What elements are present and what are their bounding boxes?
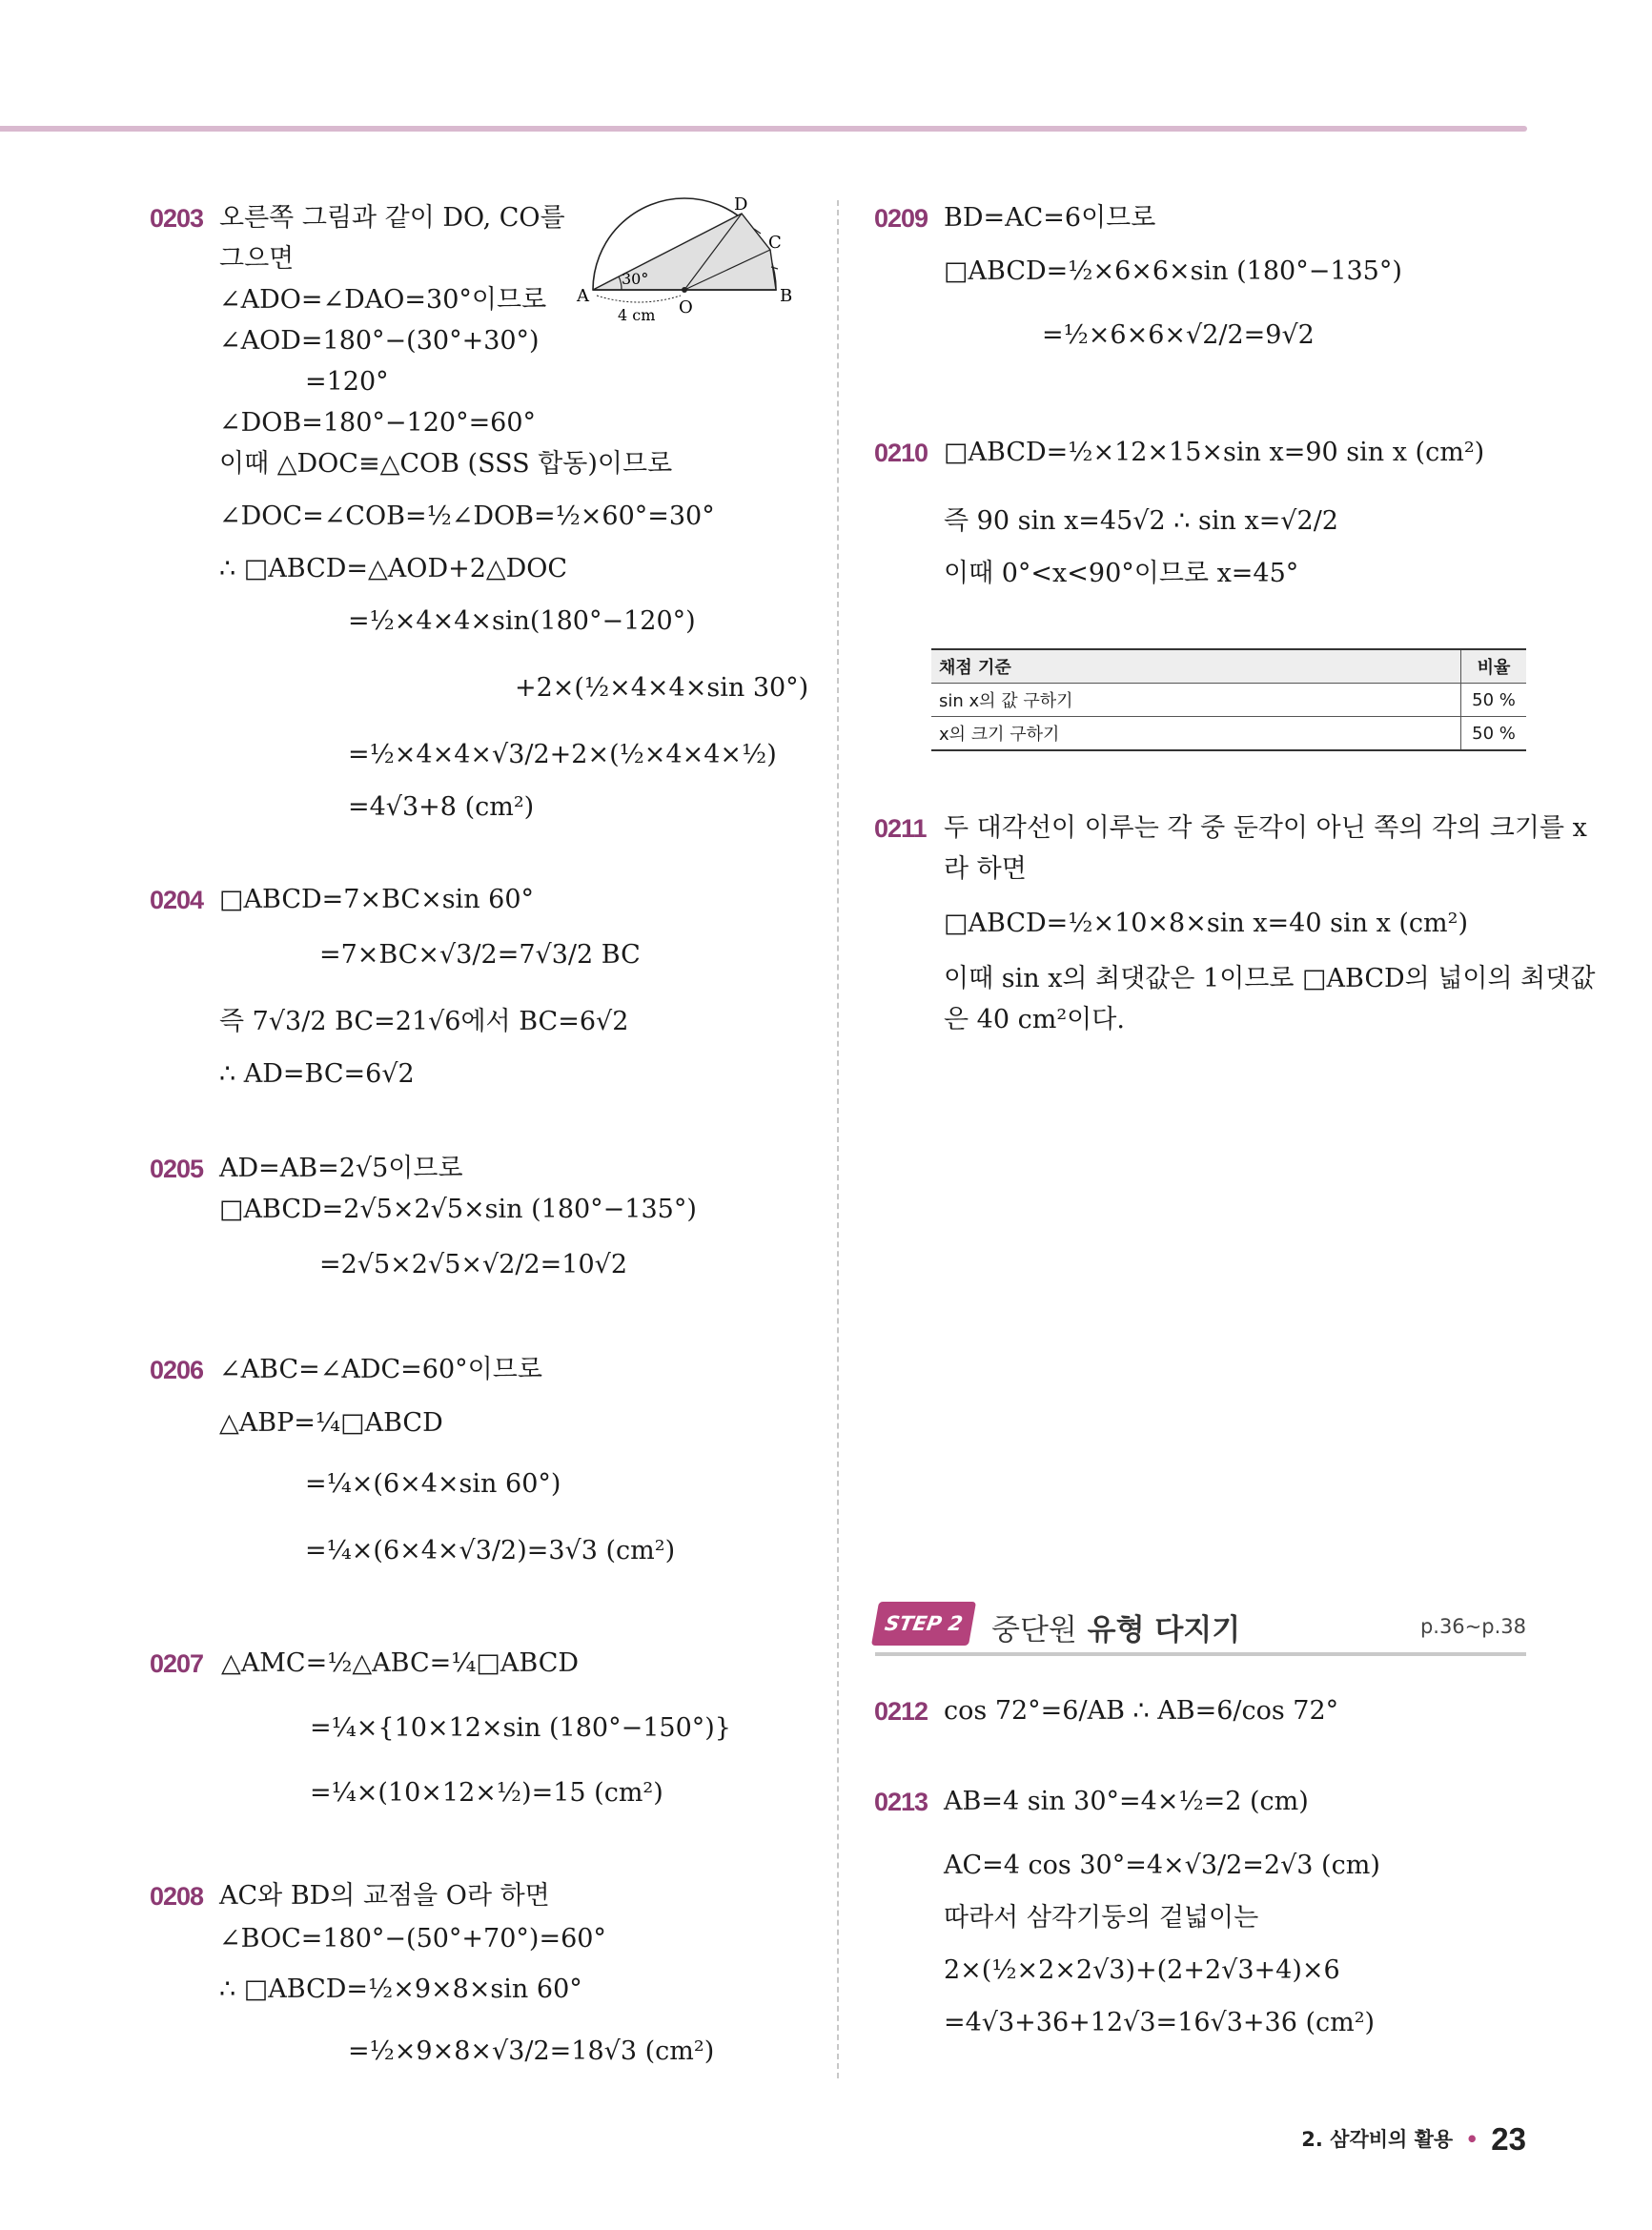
solution-line: cos 72°=6/AB ∴ AB=6/cos 72° <box>944 1696 1339 1726</box>
solution-line: ∠ABC=∠ADC=60°이므로 <box>219 1355 542 1384</box>
step-badge: STEP 2 <box>871 1602 976 1646</box>
page-reference: p.36~p.38 <box>1419 1615 1526 1638</box>
top-decorative-bar <box>0 126 1527 132</box>
problem-number: 0205 <box>150 1155 204 1183</box>
problem-number: 0208 <box>150 1882 204 1911</box>
solution-line: =½×6×6×√2/2=9√2 <box>1042 320 1315 350</box>
problem-number: 0203 <box>150 204 204 233</box>
solution-line: □ABCD=7×BC×sin 60° <box>219 885 535 914</box>
solution-line: 이때 sin x의 최댓값은 1이므로 □ABCD의 넓이의 최댓값 <box>944 964 1596 993</box>
solution-line: =½×4×4×sin(180°−120°) <box>348 606 696 636</box>
solution-line: =¼×(10×12×½)=15 (cm²) <box>310 1778 663 1808</box>
table-header-cell: 비율 <box>1461 649 1527 684</box>
label-b: B <box>780 286 793 306</box>
solution-line: AD=AB=2√5이므로 <box>219 1154 463 1183</box>
solution-line: 즉 7√3/2 BC=21√6에서 BC=6√2 <box>219 1007 629 1036</box>
solution-line: 두 대각선이 이루는 각 중 둔각이 아닌 쪽의 각의 크기를 x <box>944 813 1587 843</box>
length-label: 4 cm <box>618 306 656 324</box>
problem-number: 0212 <box>874 1697 928 1726</box>
problem-number: 0209 <box>874 204 928 233</box>
solution-line: =½×9×8×√3/2=18√3 (cm²) <box>348 2036 715 2066</box>
solution-line: ∠DOB=180°−120°=60° <box>219 408 537 438</box>
label-o: O <box>679 297 693 317</box>
table-header-row <box>931 649 1526 684</box>
problem-number: 0204 <box>150 886 204 914</box>
label-d: D <box>734 196 748 215</box>
solution-line: 이때 △DOC≡△COB (SSS 합동)이므로 <box>219 449 673 479</box>
table-row <box>931 717 1526 751</box>
table-cell: x의 크기 구하기 <box>931 717 1461 751</box>
problem-number: 0210 <box>874 439 928 467</box>
length-brace <box>597 296 681 302</box>
solution-line: 이때 0°<x<90°이므로 x=45° <box>944 559 1299 588</box>
center-point <box>682 287 687 293</box>
problem-number: 0213 <box>874 1788 928 1816</box>
label-a: A <box>577 286 589 306</box>
solution-line: =½×4×4×√3/2+2×(½×4×4×½) <box>348 740 777 769</box>
solution-line: =4√3+36+12√3=16√3+36 (cm²) <box>944 2008 1376 2037</box>
table-row <box>931 684 1526 717</box>
solution-line: =7×BC×√3/2=7√3/2 BC <box>319 940 641 970</box>
solution-line: ∴ □ABCD=½×9×8×sin 60° <box>219 1974 582 2004</box>
solution-line: 2×(½×2×2√3)+(2+2√3+4)×6 <box>944 1955 1340 1985</box>
solution-line: =¼×{10×12×sin (180°−150°)} <box>310 1713 731 1743</box>
problem-number: 0206 <box>150 1356 204 1384</box>
table-cell: 50 % <box>1461 717 1527 751</box>
problem-number: 0207 <box>150 1649 204 1678</box>
chapter-title: 2. 삼각비의 활용 <box>1301 2128 1454 2151</box>
bullet-icon: • <box>1465 2128 1479 2151</box>
solution-line: =4√3+8 (cm²) <box>348 792 535 822</box>
solution-line: =¼×(6×4×sin 60°) <box>305 1469 561 1499</box>
column-divider <box>837 200 839 2078</box>
solution-line: ∠DOC=∠COB=½∠DOB=½×60°=30° <box>219 501 715 531</box>
solution-line: BD=AC=6이므로 <box>944 203 1156 233</box>
solution-line: ∠BOC=180°−(50°+70°)=60° <box>219 1924 606 1954</box>
solution-line: ∠ADO=∠DAO=30°이므로 <box>219 285 547 315</box>
solution-line: =2√5×2√5×√2/2=10√2 <box>319 1250 628 1279</box>
solution-line: □ABCD=½×10×8×sin x=40 sin x (cm²) <box>944 909 1468 938</box>
angle-label: 30° <box>622 270 649 288</box>
semicircle-figure <box>572 196 801 325</box>
grading-criteria-table <box>931 648 1526 751</box>
solution-line: =120° <box>305 367 389 397</box>
section-underline <box>875 1652 1526 1656</box>
page-number: 23 <box>1491 2121 1526 2157</box>
solution-line: ∴ AD=BC=6√2 <box>219 1059 415 1089</box>
solution-line: □ABCD=2√5×2√5×sin (180°−135°) <box>219 1195 697 1224</box>
solution-line: AB=4 sin 30°=4×½=2 (cm) <box>944 1787 1309 1816</box>
table-cell: 50 % <box>1461 684 1527 717</box>
table-header-cell: 채점 기준 <box>931 649 1461 684</box>
solution-line: 그으면 <box>219 244 295 274</box>
solution-line: 즉 90 sin x=45√2 ∴ sin x=√2/2 <box>944 506 1338 536</box>
solution-line: AC=4 cos 30°=4×√3/2=2√3 (cm) <box>944 1851 1380 1880</box>
page-footer <box>1301 2121 1526 2158</box>
solution-line: □ABCD=½×6×6×sin (180°−135°) <box>944 256 1402 286</box>
section-title: 중단원 유형 다지기 <box>991 1613 1241 1647</box>
problem-number: 0211 <box>874 814 927 843</box>
solution-line: ∴ □ABCD=△AOD+2△DOC <box>219 554 568 583</box>
solution-line: □ABCD=½×12×15×sin x=90 sin x (cm²) <box>944 438 1485 467</box>
solution-line: 은 40 cm²이다. <box>944 1005 1125 1034</box>
label-c: C <box>768 233 782 253</box>
solution-line: =¼×(6×4×√3/2)=3√3 (cm²) <box>305 1536 676 1565</box>
solution-line: 라 하면 <box>944 854 1027 884</box>
table-cell: sin x의 값 구하기 <box>931 684 1461 717</box>
solution-line: △ABP=¼□ABCD <box>219 1408 443 1438</box>
solution-line: 오른쪽 그림과 같이 DO, CO를 <box>219 203 565 233</box>
solution-line: 따라서 삼각기둥의 겉넓이는 <box>944 1903 1259 1933</box>
solution-line: △AMC=½△ABC=¼□ABCD <box>221 1648 580 1678</box>
solution-line: ∠AOD=180°−(30°+30°) <box>219 326 540 356</box>
solution-line: AC와 BD의 교점을 O라 하면 <box>219 1881 550 1911</box>
solution-line: +2×(½×4×4×sin 30°) <box>515 673 809 703</box>
